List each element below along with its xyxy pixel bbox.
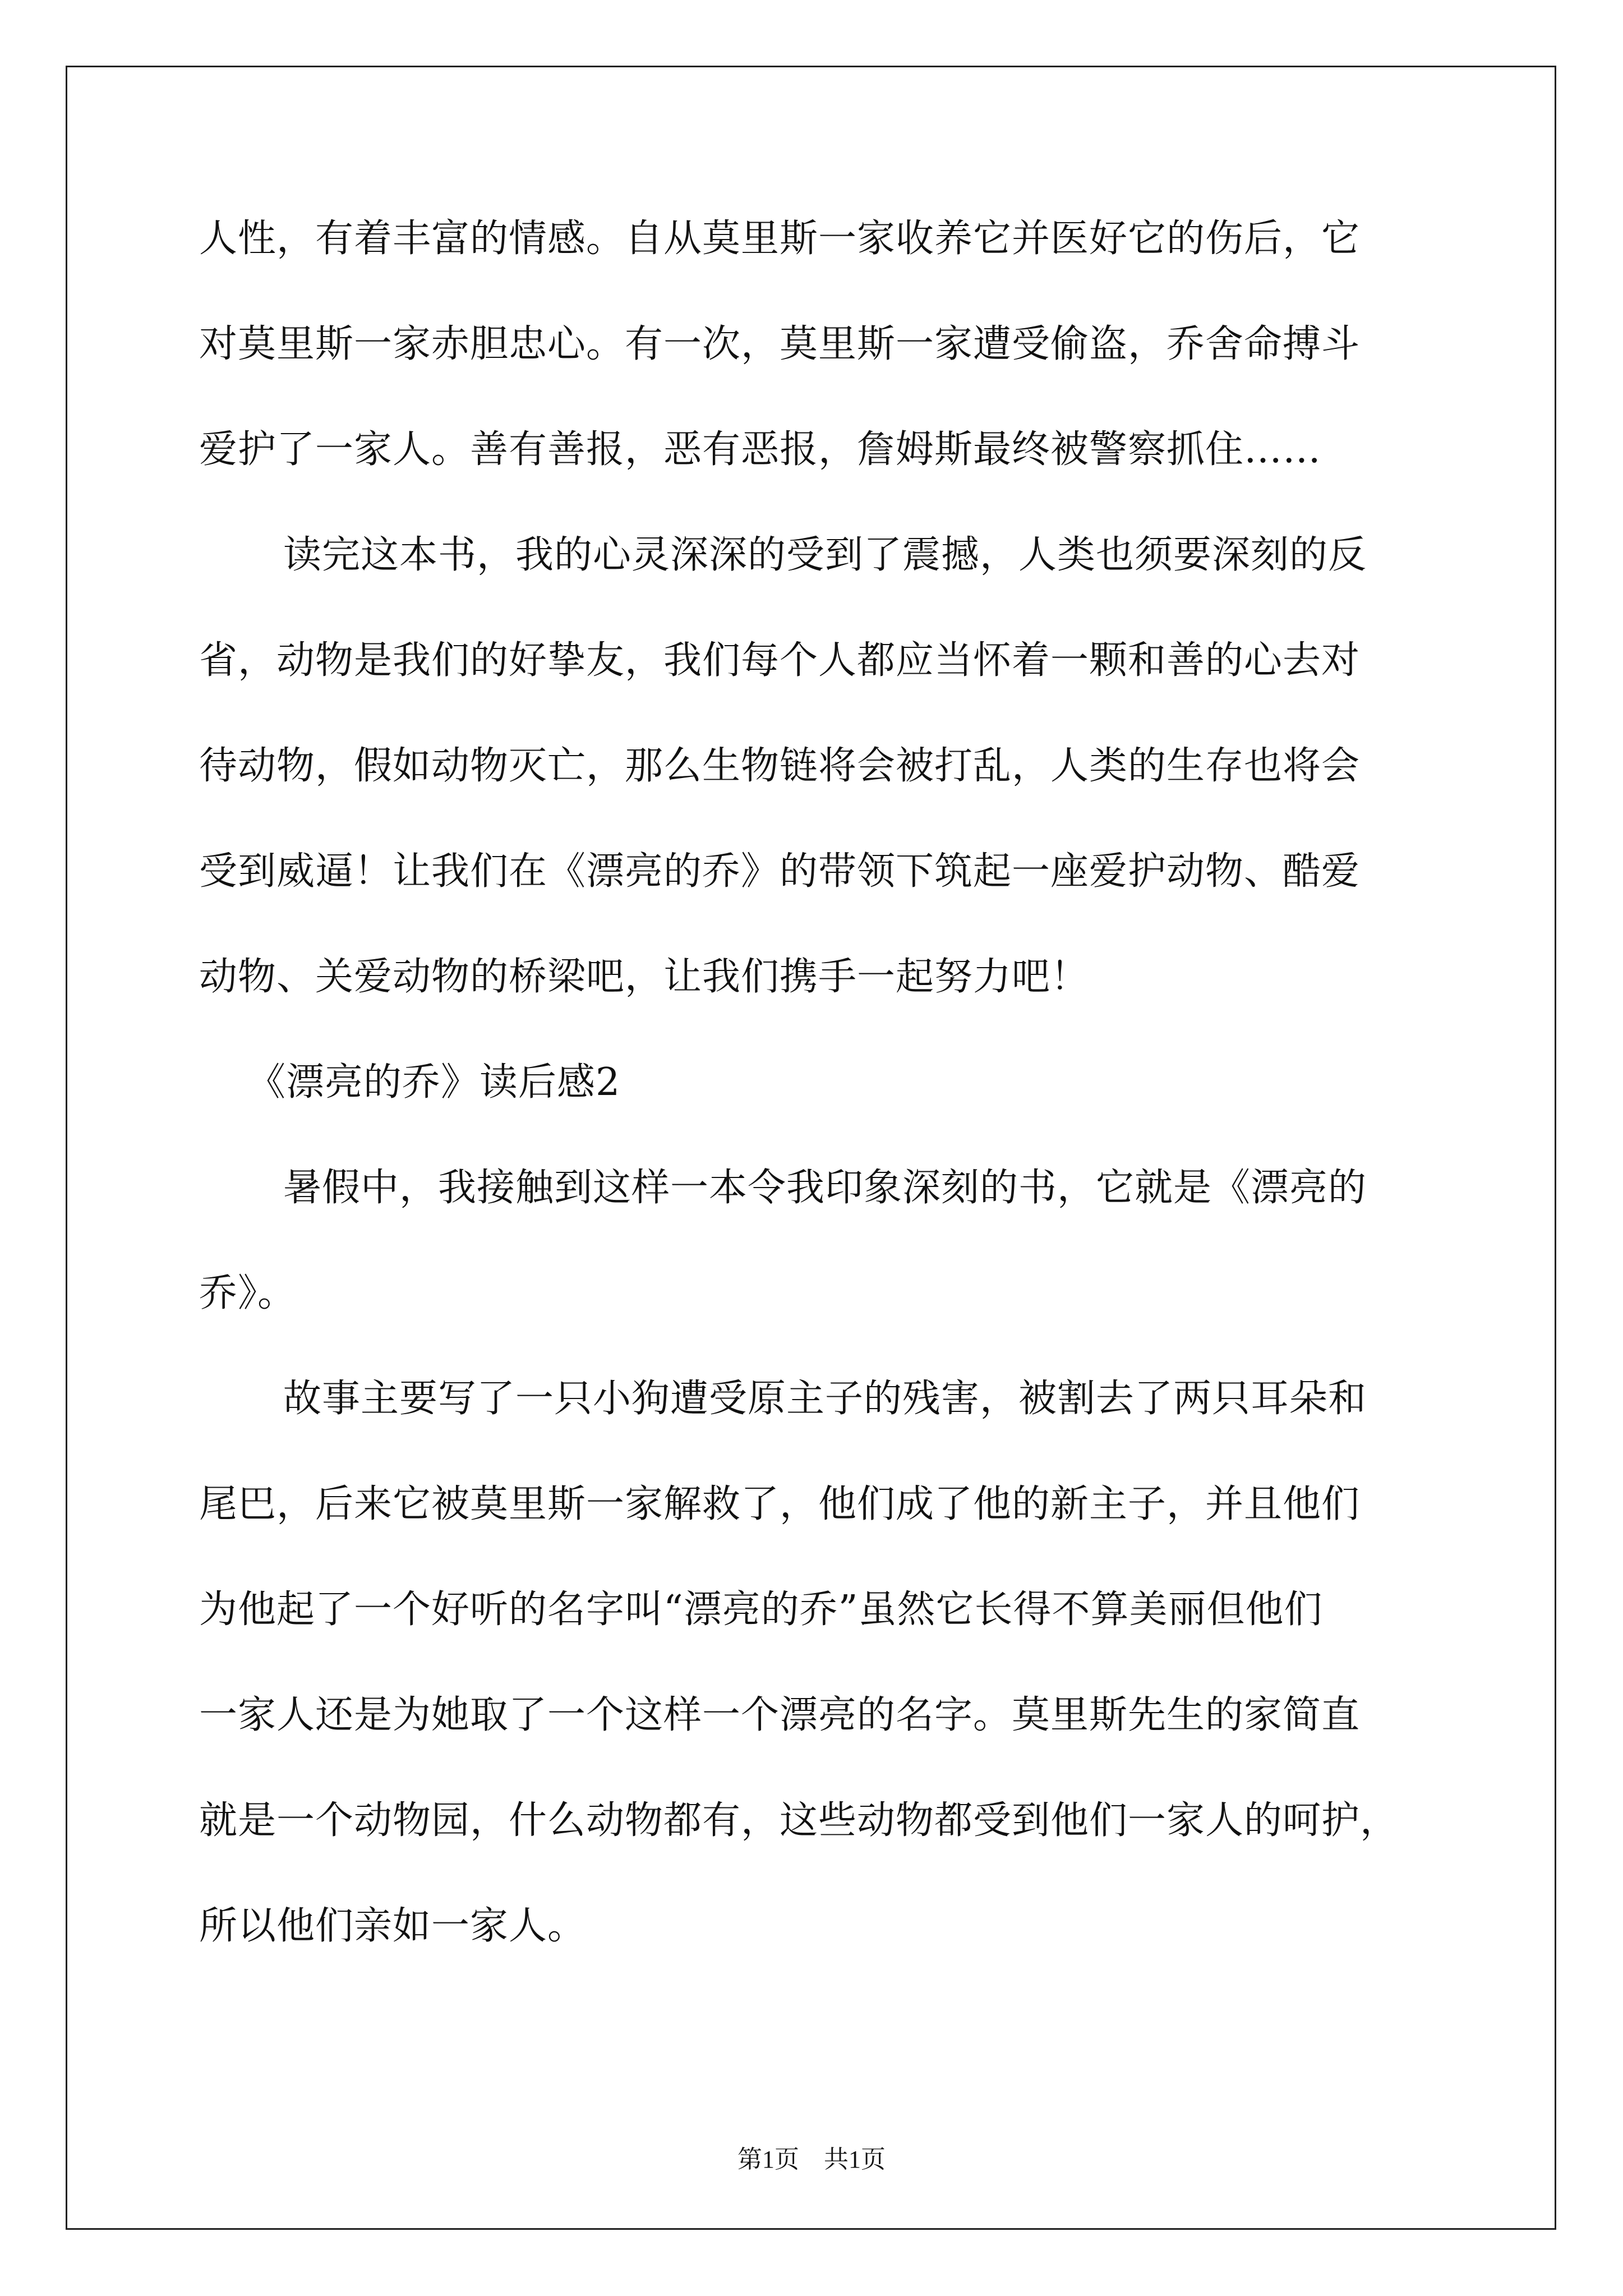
text-line: 人性，有着丰富的情感。自从莫里斯一家收养它并医好它的伤后，它 xyxy=(199,217,1361,261)
paragraph-start: 故事主要写了一只小狗遭受原主子的残害，被割去了两只耳朵和 xyxy=(283,1377,1367,1421)
text-line: 动物、关爱动物的桥梁吧，让我们携手一起努力吧！ xyxy=(199,955,1090,999)
text-line: 省，动物是我们的好挚友，我们每个人都应当怀着一颗和善的心去对 xyxy=(199,638,1361,683)
text-line: 受到威逼！让我们在《漂亮的乔》的带领下筑起一座爱护动物、酷爱 xyxy=(199,849,1361,894)
text-line: 尾巴，后来它被莫里斯一家解救了，他们成了他的新主子，并且他们 xyxy=(199,1482,1361,1526)
paragraph-start: 读完这本书，我的心灵深深的受到了震撼，人类也须要深刻的反 xyxy=(283,533,1367,577)
text-line: 待动物，假如动物灭亡，那么生物链将会被打乱，人类的生存也将会 xyxy=(199,744,1361,788)
section-heading: 《漂亮的乔》读后感2 xyxy=(247,1060,621,1105)
page-footer: 第1页 共1页 xyxy=(737,2146,886,2173)
text-line: 就是一个动物园，什么动物都有，这些动物都受到他们一家人的呵护， xyxy=(199,1798,1399,1843)
text-line: 所以他们亲如一家人。 xyxy=(199,1904,587,1948)
text-line: 爱护了一家人。善有善报，恶有恶报，詹姆斯最终被警察抓住…… xyxy=(199,427,1322,472)
text-line: 对莫里斯一家赤胆忠心。有一次，莫里斯一家遭受偷盗，乔舍命搏斗 xyxy=(199,322,1361,366)
text-line: 乔》。 xyxy=(199,1271,297,1315)
text-line: 为他起了一个好听的名字叫“漂亮的乔”虽然它长得不算美丽但他们 xyxy=(199,1588,1323,1632)
paragraph-start: 暑假中，我接触到这样一本令我印象深刻的书，它就是《漂亮的 xyxy=(283,1166,1367,1210)
document-body xyxy=(199,217,1433,1948)
text-line: 一家人还是为她取了一个这样一个漂亮的名字。莫里斯先生的家简直 xyxy=(199,1693,1361,1737)
